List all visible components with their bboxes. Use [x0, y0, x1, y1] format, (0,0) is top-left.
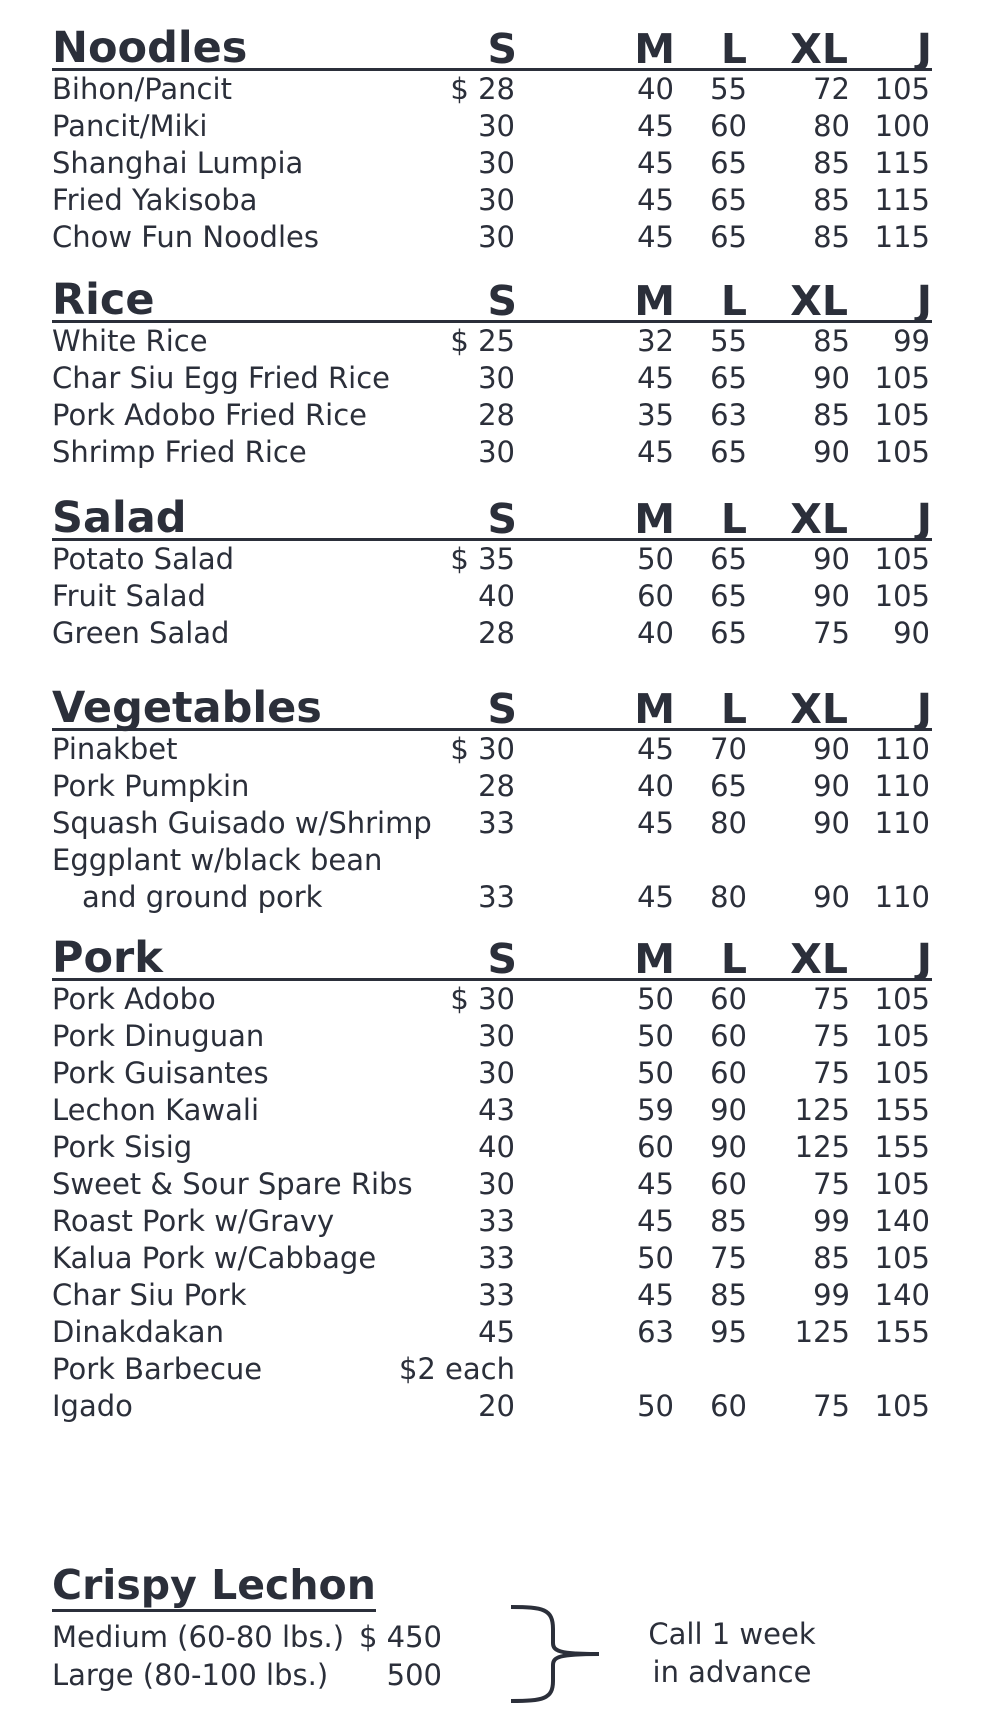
price-s: 33 — [478, 806, 515, 840]
column-header-s: S — [487, 277, 517, 325]
column-header-l: L — [720, 277, 747, 325]
price-j: 105 — [874, 398, 930, 432]
price-l: 95 — [710, 1315, 747, 1349]
item-name-line: Eggplant w/black bean — [52, 843, 383, 877]
price-xl: 90 — [813, 542, 850, 576]
price-s: 30 — [478, 1056, 515, 1090]
price-s: 30 — [478, 220, 515, 254]
price-xl: 80 — [813, 109, 850, 143]
section-header — [52, 272, 932, 323]
menu-item-row — [52, 397, 932, 434]
item-name-line: Dinakdakan — [52, 1315, 224, 1349]
column-header-j: J — [916, 935, 932, 983]
price-xl: 90 — [813, 732, 850, 766]
price-l: 65 — [710, 579, 747, 613]
price-l: 65 — [710, 769, 747, 803]
item-name — [52, 1314, 224, 1351]
column-header-xl: XL — [790, 277, 848, 325]
lechon-item-price: $ 450 — [358, 1620, 442, 1654]
section-title: Noodles — [52, 23, 248, 73]
price-j: 155 — [874, 1093, 930, 1127]
price-s: 33 — [478, 1241, 515, 1275]
menu-item-row — [52, 981, 932, 1018]
price-l: 55 — [710, 72, 747, 106]
section-title: Salad — [52, 493, 187, 543]
item-name-line: Pork Guisantes — [52, 1056, 269, 1090]
price-s: $ 28 — [450, 72, 515, 106]
item-name — [52, 981, 216, 1018]
price-s: 33 — [478, 1204, 515, 1238]
menu-item-row — [52, 1203, 932, 1240]
price-j: 99 — [893, 324, 930, 358]
item-name — [52, 1351, 262, 1388]
price-l: 55 — [710, 324, 747, 358]
price-s: 45 — [478, 1315, 515, 1349]
price-j: 90 — [893, 616, 930, 650]
price-j: 105 — [874, 1389, 930, 1423]
price-xl: 99 — [813, 1278, 850, 1312]
price-s: 30 — [478, 183, 515, 217]
price-l: 60 — [710, 109, 747, 143]
price-xl: 75 — [813, 1019, 850, 1053]
column-header-m: M — [634, 935, 675, 983]
menu-item-row — [52, 219, 932, 256]
section-pork — [52, 930, 932, 1425]
price-j: 105 — [874, 1019, 930, 1053]
price-s: 33 — [478, 880, 515, 914]
section-noodles — [52, 20, 932, 256]
price-m: 45 — [637, 220, 674, 254]
advance-notice-line-2: in advance — [652, 1655, 812, 1689]
item-name-line: Igado — [52, 1389, 133, 1423]
price-m: 45 — [637, 1167, 674, 1201]
price-j: 105 — [874, 542, 930, 576]
price-j: 100 — [874, 109, 930, 143]
column-header-l: L — [720, 685, 747, 733]
price-s: 30 — [478, 146, 515, 180]
price-l: 90 — [710, 1130, 747, 1164]
price-j: 105 — [874, 1241, 930, 1275]
column-header-xl: XL — [790, 25, 848, 73]
item-name-line: White Rice — [52, 324, 208, 358]
price-s: 43 — [478, 1093, 515, 1127]
price-l: 90 — [710, 1093, 747, 1127]
price-j: 140 — [874, 1278, 930, 1312]
section-rice — [52, 272, 932, 471]
column-header-j: J — [916, 495, 932, 543]
price-s: 30 — [478, 1019, 515, 1053]
column-header-j: J — [916, 25, 932, 73]
price-m: 40 — [637, 769, 674, 803]
item-name — [52, 182, 257, 219]
price-m: 45 — [637, 880, 674, 914]
item-name-line: Pinakbet — [52, 732, 178, 766]
item-name-line: Potato Salad — [52, 542, 235, 576]
item-name-line: Pork Barbecue — [52, 1352, 263, 1386]
section-title: Vegetables — [52, 683, 322, 733]
price-xl: 90 — [813, 880, 850, 914]
price-m: 45 — [637, 732, 674, 766]
price-m: 40 — [637, 72, 674, 106]
price-xl: 75 — [813, 616, 850, 650]
item-name — [52, 434, 307, 471]
section-vegetables — [52, 680, 932, 916]
item-name-line: Shanghai Lumpia — [52, 146, 304, 180]
menu-item-row — [52, 1129, 932, 1166]
item-name-line: Pancit/Miki — [52, 109, 208, 143]
item-name — [52, 842, 382, 916]
price-m: 50 — [637, 982, 674, 1016]
column-header-m: M — [634, 277, 675, 325]
price-s: 30 — [478, 1167, 515, 1201]
column-header-m: M — [634, 685, 675, 733]
price-s: 30 — [478, 109, 515, 143]
price-m: 35 — [637, 398, 674, 432]
price-j: 115 — [874, 183, 930, 217]
price-xl: 75 — [813, 1389, 850, 1423]
price-l: 85 — [710, 1204, 747, 1238]
price-s: $ 30 — [450, 732, 515, 766]
price-j: 110 — [874, 880, 930, 914]
menu-item-row — [52, 1314, 932, 1351]
item-name-line: Char Siu Pork — [52, 1278, 247, 1312]
item-name — [52, 360, 390, 397]
item-name-line: Shrimp Fried Rice — [52, 435, 307, 469]
price-s: $ 25 — [450, 324, 515, 358]
item-name — [52, 1203, 334, 1240]
price-l: 60 — [710, 1019, 747, 1053]
price-j: 105 — [874, 982, 930, 1016]
menu-item-row — [52, 731, 932, 768]
price-j: 110 — [874, 732, 930, 766]
price-j: 105 — [874, 579, 930, 613]
price-m: 45 — [637, 109, 674, 143]
price-s: $2 each — [398, 1352, 515, 1386]
column-header-m: M — [634, 495, 675, 543]
column-header-j: J — [916, 685, 932, 733]
item-name — [52, 397, 367, 434]
advance-notice-line-1: Call 1 week — [648, 1617, 816, 1651]
lechon-item-name: Medium (60-80 lbs.) — [52, 1620, 345, 1654]
price-l: 63 — [710, 398, 747, 432]
item-name-line: Pork Adobo Fried Rice — [52, 398, 367, 432]
price-m: 40 — [637, 616, 674, 650]
price-l: 75 — [710, 1241, 747, 1275]
price-xl: 90 — [813, 806, 850, 840]
item-name — [52, 108, 207, 145]
menu-item-row — [52, 768, 932, 805]
section-header — [52, 930, 932, 981]
price-l: 65 — [710, 542, 747, 576]
section-header — [52, 20, 932, 71]
price-s: $ 35 — [450, 542, 515, 576]
menu-item-row — [52, 1388, 932, 1425]
price-xl: 90 — [813, 579, 850, 613]
price-m: 50 — [637, 1056, 674, 1090]
price-m: 45 — [637, 146, 674, 180]
item-name — [52, 1055, 269, 1092]
price-m: 50 — [637, 542, 674, 576]
price-l: 65 — [710, 146, 747, 180]
price-l: 65 — [710, 183, 747, 217]
menu-item-row — [52, 145, 932, 182]
price-j: 105 — [874, 1167, 930, 1201]
price-m: 45 — [637, 1278, 674, 1312]
item-name-line-2: and ground pork — [82, 880, 323, 914]
item-name — [52, 731, 177, 768]
item-name — [52, 615, 229, 652]
item-name — [52, 323, 208, 360]
price-j: 105 — [874, 72, 930, 106]
column-header-s: S — [487, 935, 517, 983]
price-s: 40 — [478, 579, 515, 613]
menu-item-row — [52, 1166, 932, 1203]
menu-item-row — [52, 1240, 932, 1277]
menu-item-row — [52, 360, 932, 397]
menu-item-row — [52, 108, 932, 145]
price-m: 45 — [637, 361, 674, 395]
item-name-line: Pork Dinuguan — [52, 1019, 265, 1053]
item-name — [52, 219, 319, 256]
price-s: 30 — [478, 435, 515, 469]
item-name — [52, 768, 249, 805]
price-xl: 75 — [813, 1167, 850, 1201]
price-l: 85 — [710, 1278, 747, 1312]
menu-item-row — [52, 434, 932, 471]
column-header-m: M — [634, 25, 675, 73]
column-header-l: L — [720, 25, 747, 73]
column-header-xl: XL — [790, 685, 848, 733]
price-xl: 85 — [813, 183, 850, 217]
item-name-line: Kalua Pork w/Cabbage — [52, 1241, 377, 1275]
item-name-line: Char Siu Egg Fried Rice — [52, 361, 390, 395]
section-crispy-lechon — [52, 1561, 932, 1705]
price-xl: 72 — [813, 72, 850, 106]
price-xl: 125 — [794, 1315, 850, 1349]
price-xl: 90 — [813, 361, 850, 395]
column-header-s: S — [487, 685, 517, 733]
item-name-line: Lechon Kawali — [52, 1093, 260, 1127]
price-xl: 125 — [794, 1130, 850, 1164]
item-name — [52, 1166, 413, 1203]
price-m: 32 — [637, 324, 674, 358]
item-name — [52, 541, 234, 578]
column-header-j: J — [916, 277, 932, 325]
price-j: 110 — [874, 806, 930, 840]
section-title: Pork — [52, 933, 163, 983]
column-header-s: S — [487, 25, 517, 73]
price-j: 105 — [874, 1056, 930, 1090]
menu-item-row — [52, 1351, 932, 1388]
column-header-xl: XL — [790, 935, 848, 983]
section-header — [52, 490, 932, 541]
price-l: 65 — [710, 220, 747, 254]
item-name — [52, 1240, 376, 1277]
item-name — [52, 1018, 264, 1055]
price-xl: 99 — [813, 1204, 850, 1238]
price-l: 60 — [710, 1389, 747, 1423]
price-m: 45 — [637, 806, 674, 840]
section-title: Crispy Lechon — [52, 1565, 376, 1612]
price-j: 155 — [874, 1315, 930, 1349]
price-s: $ 30 — [450, 982, 515, 1016]
price-m: 50 — [637, 1019, 674, 1053]
item-name — [52, 71, 232, 108]
price-l: 60 — [710, 1167, 747, 1201]
price-xl: 75 — [813, 982, 850, 1016]
advance-notice — [622, 1615, 842, 1691]
price-m: 45 — [637, 183, 674, 217]
price-xl: 85 — [813, 220, 850, 254]
price-s: 20 — [478, 1389, 515, 1423]
menu-item-row — [52, 805, 932, 842]
price-l: 60 — [710, 982, 747, 1016]
column-header-s: S — [487, 495, 517, 543]
price-xl: 75 — [813, 1056, 850, 1090]
price-j: 110 — [874, 769, 930, 803]
price-j: 105 — [874, 361, 930, 395]
column-header-l: L — [720, 935, 747, 983]
menu-item-row — [52, 1277, 932, 1314]
price-m: 63 — [637, 1315, 674, 1349]
menu-item-row — [52, 182, 932, 219]
price-l: 60 — [710, 1056, 747, 1090]
item-name — [52, 145, 303, 182]
item-name — [52, 1388, 133, 1425]
price-xl: 85 — [813, 1241, 850, 1275]
column-header-xl: XL — [790, 495, 848, 543]
price-j: 140 — [874, 1204, 930, 1238]
menu-item-row — [52, 71, 932, 108]
menu-item-row — [52, 1018, 932, 1055]
price-s: 30 — [478, 361, 515, 395]
price-m: 59 — [637, 1093, 674, 1127]
menu-item-row — [52, 615, 932, 652]
item-name-line: Sweet & Sour Spare Ribs — [52, 1167, 413, 1201]
item-name-line: Roast Pork w/Gravy — [52, 1204, 335, 1238]
item-name-line: Bihon/Pancit — [52, 72, 232, 106]
item-name — [52, 1277, 247, 1314]
item-name — [52, 578, 206, 615]
column-header-l: L — [720, 495, 747, 543]
price-s: 28 — [478, 616, 515, 650]
section-title: Rice — [52, 275, 155, 325]
menu-item-row — [52, 323, 932, 360]
curly-brace-icon — [507, 1603, 603, 1705]
price-xl: 85 — [813, 146, 850, 180]
menu-item-row — [52, 1055, 932, 1092]
menu-item-row — [52, 1092, 932, 1129]
item-name-line: Pork Sisig — [52, 1130, 193, 1164]
item-name-line: Squash Guisado w/Shrimp — [52, 806, 432, 840]
item-name-line: Green Salad — [52, 616, 230, 650]
item-name-line: Fruit Salad — [52, 579, 206, 613]
price-j: 155 — [874, 1130, 930, 1164]
item-name — [52, 1129, 192, 1166]
item-name — [52, 1092, 259, 1129]
price-m: 45 — [637, 1204, 674, 1238]
price-m: 60 — [637, 1130, 674, 1164]
menu-item-row — [52, 541, 932, 578]
price-j: 105 — [874, 435, 930, 469]
price-l: 65 — [710, 616, 747, 650]
lechon-item-name: Large (80-100 lbs.) — [52, 1658, 329, 1692]
menu-item-row — [52, 842, 932, 916]
item-name — [52, 805, 432, 842]
price-xl: 90 — [813, 769, 850, 803]
section-header — [52, 680, 932, 731]
price-m: 50 — [637, 1389, 674, 1423]
item-name-line: Fried Yakisoba — [52, 183, 258, 217]
price-l: 70 — [710, 732, 747, 766]
section-salad — [52, 490, 932, 652]
price-l: 80 — [710, 806, 747, 840]
price-xl: 90 — [813, 435, 850, 469]
item-name-line: Pork Adobo — [52, 982, 216, 1016]
menu-item-row — [52, 578, 932, 615]
price-l: 80 — [710, 880, 747, 914]
price-xl: 85 — [813, 398, 850, 432]
price-l: 65 — [710, 361, 747, 395]
price-s: 28 — [478, 769, 515, 803]
price-s: 33 — [478, 1278, 515, 1312]
price-l: 65 — [710, 435, 747, 469]
price-j: 115 — [874, 220, 930, 254]
item-name-line: Pork Pumpkin — [52, 769, 250, 803]
price-m: 50 — [637, 1241, 674, 1275]
item-name-line: Chow Fun Noodles — [52, 220, 319, 254]
lechon-item-price: 500 — [386, 1658, 442, 1692]
price-j: 115 — [874, 146, 930, 180]
price-s: 40 — [478, 1130, 515, 1164]
price-s: 28 — [478, 398, 515, 432]
price-xl: 125 — [794, 1093, 850, 1127]
price-m: 45 — [637, 435, 674, 469]
price-xl: 85 — [813, 324, 850, 358]
price-m: 60 — [637, 579, 674, 613]
